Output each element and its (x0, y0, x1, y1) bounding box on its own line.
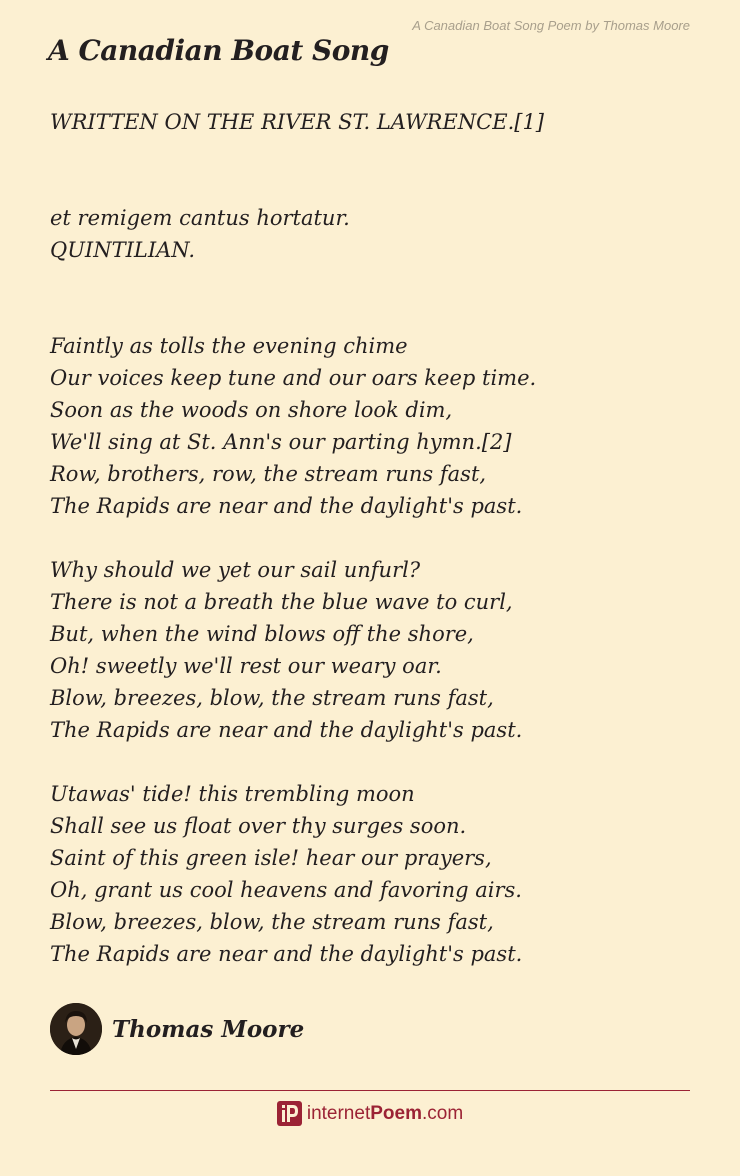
poem-line: Our voices keep tune and our oars keep time. (50, 366, 537, 390)
poem-line: Oh! sweetly we'll rest our weary oar. (50, 654, 442, 678)
poem-line: Blow, breezes, blow, the stream runs fast, (50, 686, 494, 710)
poem-line: QUINTILIAN. (50, 238, 196, 262)
poem-line: et remigem cantus hortatur. (50, 206, 350, 230)
brand-logo-icon (277, 1101, 302, 1126)
poem-line: Oh, grant us cool heavens and favoring airs. (50, 878, 522, 902)
poem-line: Why should we yet our sail unfurl? (50, 558, 421, 582)
poem-line: WRITTEN ON THE RIVER ST. LAWRENCE.[1] (50, 110, 544, 134)
poem-line: Blow, breezes, blow, the stream runs fast, (50, 910, 494, 934)
stanza-gap (50, 170, 700, 202)
brand-suffix: .com (421, 1102, 464, 1124)
stanza-gap (50, 746, 700, 778)
site-brand[interactable] (0, 1101, 740, 1126)
brand-prefix: internet (306, 1102, 371, 1124)
footer-divider (50, 1090, 690, 1091)
stanza-gap (50, 138, 700, 170)
poem-line: Row, brothers, row, the stream runs fast, (50, 462, 487, 486)
poem-line: Shall see us float over thy surges soon. (50, 814, 467, 838)
poem-line: Faintly as tolls the evening chime (50, 334, 408, 358)
poem-body (50, 106, 700, 970)
author-avatar[interactable] (50, 1003, 102, 1055)
poem-line: Saint of this green isle! hear our prayers, (50, 846, 492, 870)
author-portrait-icon (50, 1003, 102, 1055)
page-tagline: A Canadian Boat Song Poem by Thomas Moore (412, 18, 690, 33)
poem-line: Soon as the woods on shore look dim, (50, 398, 453, 422)
poem-line: There is not a breath the blue wave to curl, (50, 590, 513, 614)
author-name[interactable]: Thomas Moore (112, 1015, 305, 1043)
poem-line: Utawas' tide! this trembling moon (50, 782, 415, 806)
poem-title: A Canadian Boat Song (48, 34, 389, 67)
poem-line: The Rapids are near and the daylight's past. (50, 942, 523, 966)
poem-line: The Rapids are near and the daylight's past. (50, 494, 523, 518)
stanza-gap (50, 266, 700, 298)
poem-line: But, when the wind blows off the shore, (50, 622, 474, 646)
brand-main: Poem (370, 1102, 422, 1124)
poem-line: We'll sing at St. Ann's our parting hymn.[2] (50, 430, 512, 454)
poem-line: The Rapids are near and the daylight's past. (50, 718, 523, 742)
stanza-gap (50, 298, 700, 330)
stanza-gap (50, 522, 700, 554)
author-block[interactable] (50, 1003, 304, 1055)
